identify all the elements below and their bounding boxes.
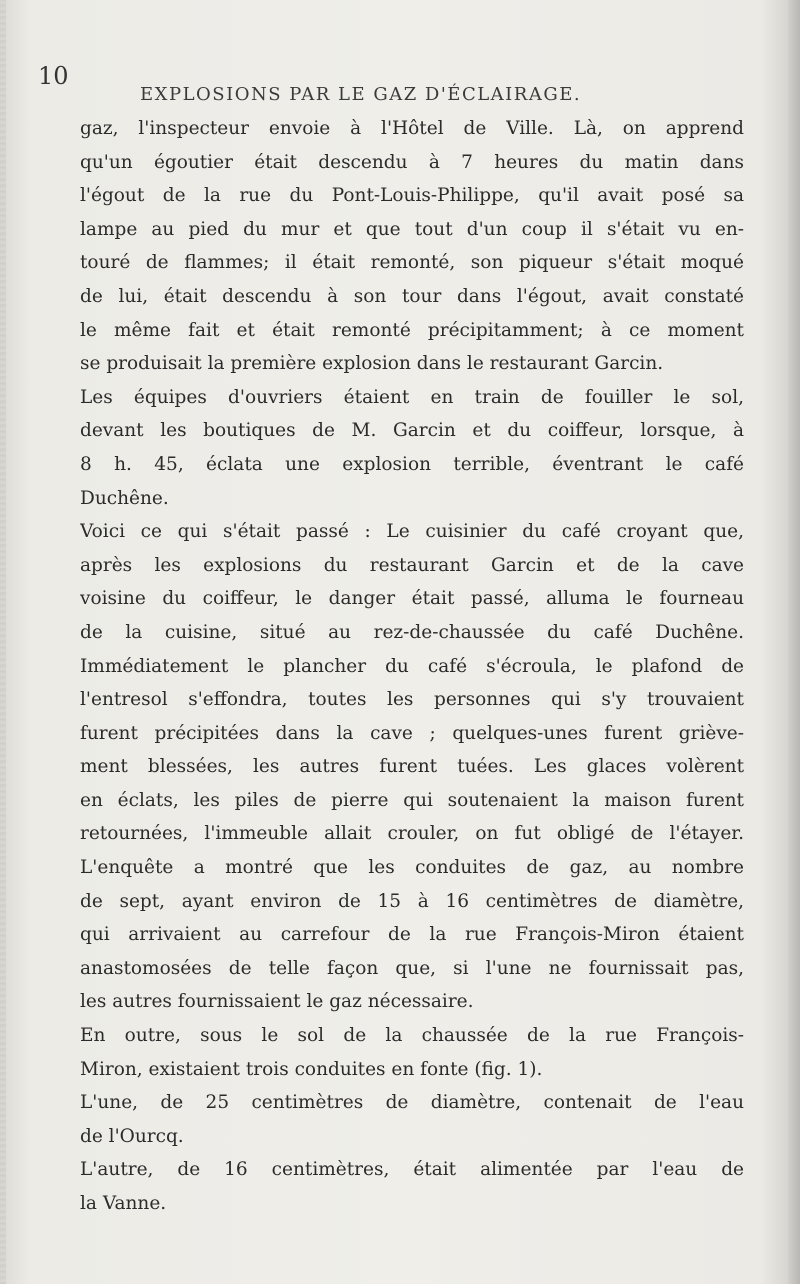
text-line: L'enquête a montré que les conduites de gaz, au nombre: [80, 857, 744, 879]
text-line: touré de flammes; il était remonté, son piqueur s'était moqué: [80, 252, 744, 274]
text-line: devant les boutiques de M. Garcin et du coiffeur, lorsque, à: [80, 420, 744, 442]
text-line: qu'un égoutier était descendu à 7 heures du matin dans: [80, 151, 744, 173]
body-text: [80, 112, 744, 1221]
text-line: se produisait la première explosion dans le restaurant Garcin.: [80, 353, 664, 375]
text-line: les autres fournissaient le gaz nécessaire.: [80, 991, 474, 1013]
running-head: EXPLOSIONS PAR LE GAZ D'ÉCLAIRAGE.: [140, 84, 582, 105]
text-line: L'autre, de 16 centimètres, était alimentée par l'eau de: [80, 1159, 744, 1181]
text-line: voisine du coiffeur, le danger était passé, alluma le fourneau: [80, 588, 744, 610]
text-line: gaz, l'inspecteur envoie à l'Hôtel de Ville. Là, on apprend: [80, 118, 744, 139]
text-line: en éclats, les piles de pierre qui soutenaient la maison furent: [80, 789, 744, 811]
text-line: Miron, existaient trois conduites en fonte (fig. 1).: [80, 1058, 543, 1080]
text-line: Voici ce qui s'était passé : Le cuisinier du café croyant que,: [80, 521, 744, 543]
text-line: l'égout de la rue du Pont-Louis-Philippe, qu'il avait posé sa: [80, 185, 744, 207]
text-line: la Vanne.: [80, 1193, 167, 1214]
page-binding-edge: [0, 0, 6, 1284]
text-line: qui arrivaient au carrefour de la rue François-Miron étaient: [80, 924, 744, 946]
text-line: L'une, de 25 centimètres de diamètre, contenait de l'eau: [80, 1092, 744, 1114]
text-line: Duchêne.: [80, 487, 169, 509]
text-line: 8 h. 45, éclata une explosion terrible, éventrant le café: [80, 453, 744, 475]
text-line: l'entresol s'effondra, toutes les personnes qui s'y trouvaient: [80, 689, 744, 711]
text-line: de la cuisine, situé au rez-de-chaussée du café Duchêne.: [80, 621, 744, 643]
text-line: anastomosées de telle façon que, si l'une ne fournissait pas,: [80, 957, 744, 979]
text-line: ment blessées, les autres furent tuées. Les glaces volèrent: [80, 756, 744, 778]
text-line: retournées, l'immeuble allait crouler, on fut obligé de l'étayer.: [80, 823, 744, 845]
text-line: En outre, sous le sol de la chaussée de la rue François-: [80, 1025, 744, 1047]
text-line: après les explosions du restaurant Garcin et de la cave: [80, 554, 744, 576]
text-line: le même fait et était remonté précipitamment; à ce moment: [80, 319, 744, 341]
text-line: de sept, ayant environ de 15 à 16 centimètres de diamètre,: [80, 890, 744, 912]
text-line: lampe au pied du mur et que tout d'un coup il s'était vu en-: [80, 218, 744, 240]
text-line: de lui, était descendu à son tour dans l'égout, avait constaté: [80, 285, 744, 307]
text-line: Immédiatement le plancher du café s'écroula, le plafond de: [80, 655, 744, 677]
text-line: furent précipitées dans la cave ; quelques-unes furent griève-: [80, 722, 744, 744]
text-line: de l'Ourcq.: [80, 1125, 184, 1147]
page-number: 10: [38, 62, 69, 90]
text-line: Les équipes d'ouvriers étaient en train de fouiller le sol,: [80, 386, 744, 408]
page-right-edge: [788, 0, 800, 1284]
